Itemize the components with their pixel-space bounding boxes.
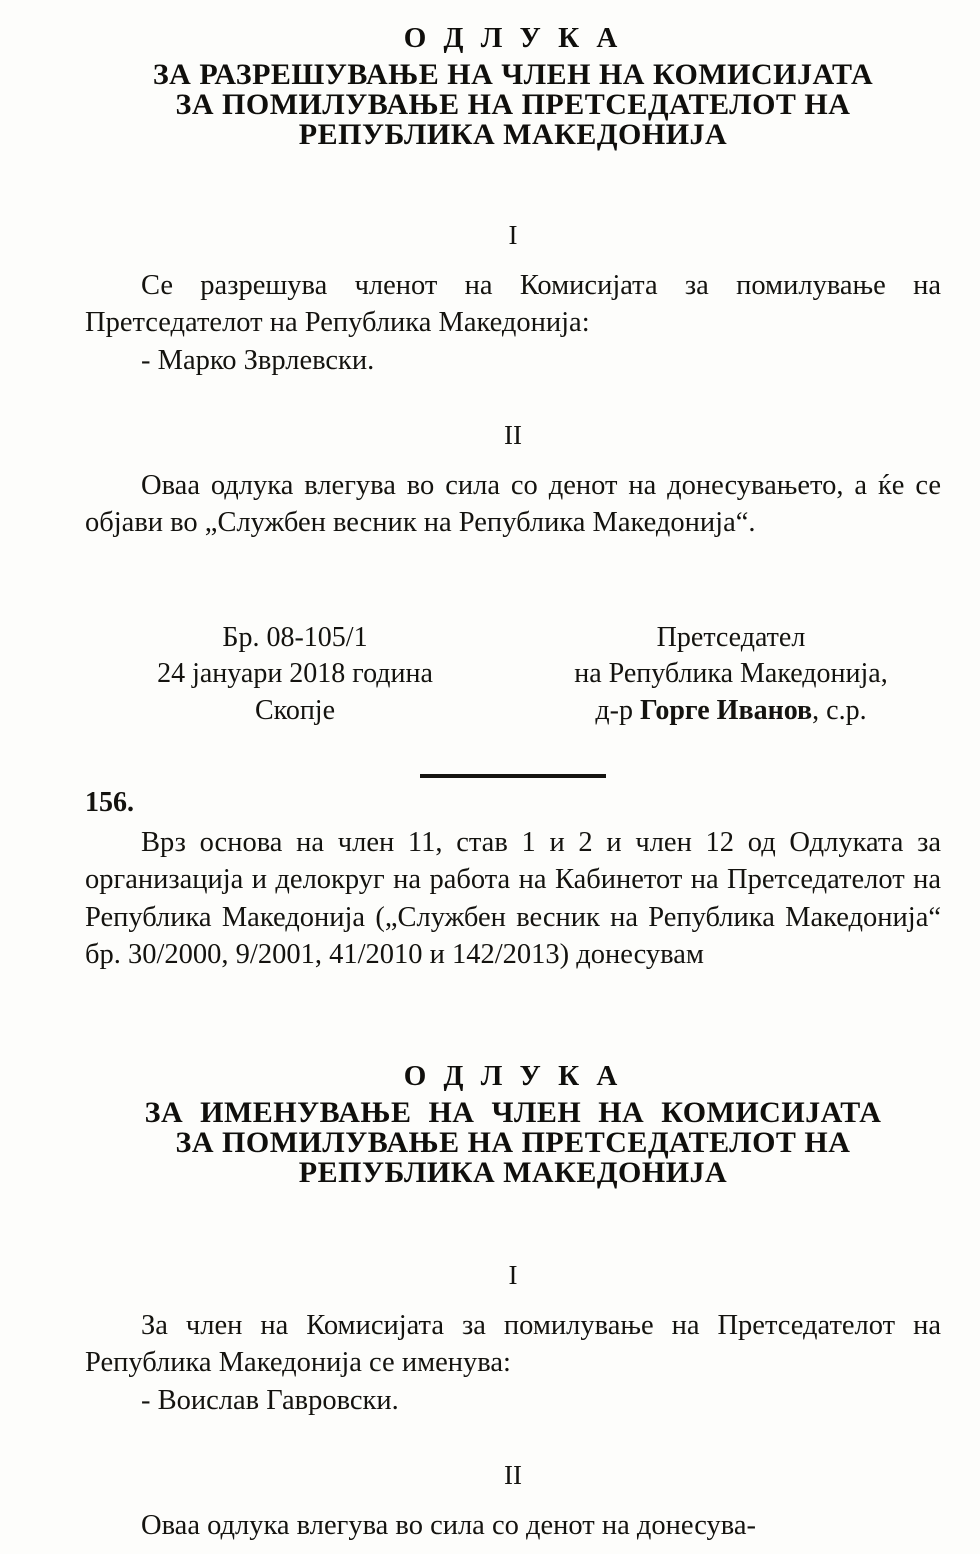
signer-country: на Република Македонија, [574, 658, 888, 690]
signature-left-column [85, 620, 505, 729]
decree-1-title [85, 24, 941, 150]
decree-2-title-line-1: ЗА ИМЕНУВАЊЕ НА ЧЛЕН НА КОМИСИЈАТА [144, 1096, 882, 1129]
decree-1-title-kicker: О Д Л У К А [403, 22, 623, 54]
decree-2-preamble: Врз основа на член 11, став 1 и 2 и член 12 од Одлуката за организација и делокруг на работа на Кабинетот на Претседателот на Република Македонија („Службен весник на Република Македонија“ бр. 30/2000, 9/2001, 41/2010 и 142/2013) донесувам [85, 827, 941, 970]
horizontal-rule-icon [420, 774, 606, 778]
decree-2-title-line-3: РЕПУБЛИКА МАКЕДОНИЈА [298, 1156, 728, 1189]
decree-2-preamble-block [85, 824, 941, 973]
decree-2-section-1-numeral: I [508, 1260, 518, 1290]
decree-1-title-line-2: ЗА ПОМИЛУВАЊЕ НА ПРЕТСЕДАТЕЛОТ НА [175, 88, 851, 121]
decree-1-section-2 [85, 422, 941, 542]
signer-role: Претседател [656, 622, 806, 653]
decree-1-section-2-numeral: II [504, 420, 522, 450]
decree-2-section-2-numeral: II [504, 1460, 522, 1490]
decree-number: Бр. 08-105/1 [222, 622, 368, 653]
signer-name: Горге Иванов [639, 694, 813, 726]
decree-1-section-1-numeral: I [508, 220, 518, 250]
decree-2-title-line-2: ЗА ПОМИЛУВАЊЕ НА ПРЕТСЕДАТЕЛОТ НА [175, 1126, 851, 1159]
decree-2-title-kicker: О Д Л У К А [403, 1060, 623, 1092]
decree-2-item-number-block [85, 788, 941, 819]
decree-2-section-2-body: Оваа одлука влегува во сила со денот на донесува- [141, 1510, 756, 1541]
decree-2-title-block [85, 1062, 941, 1188]
section-separator [85, 765, 941, 783]
decree-2-title [85, 1062, 941, 1188]
signer-name-line [521, 693, 941, 729]
decree-2-section-1-list-item: - Воислав Гавровски. [141, 1384, 399, 1416]
decree-2-section-2 [85, 1462, 941, 1544]
decree-date: 24 јануари 2018 година [157, 658, 433, 690]
decree-1-section-1-body: Се разрешува членот на Комисијата за помилување на Претседателот на Република Македонија: [85, 270, 941, 339]
decree-1-title-line-1: ЗА РАЗРЕШУВАЊЕ НА ЧЛЕН НА КОМИСИЈАТА [152, 58, 874, 91]
decree-2-section-1 [85, 1262, 941, 1419]
decree-city: Скопје [254, 694, 336, 726]
decree-1-section-1 [85, 222, 941, 379]
decree-2-item-number: 156. [85, 787, 134, 818]
signature-right-column [521, 620, 941, 729]
decree-2-section-1-body: За член на Комисијата за помилување на Претседателот на Република Македонија се именува: [85, 1310, 941, 1379]
signer-title-prefix: д-р [595, 694, 640, 726]
decree-1-title-line-3: РЕПУБЛИКА МАКЕДОНИЈА [298, 118, 728, 151]
decree-1-signature-block [85, 620, 941, 729]
decree-1-section-2-body: Оваа одлука влегува во сила со денот на донесувањето, а ќе се објави во „Службен весник на Република Македонија“. [85, 470, 941, 539]
signer-name-suffix: , с.р. [812, 694, 867, 726]
decree-1-title-block [85, 24, 941, 150]
decree-1-section-1-list-item: - Марко Зврлевски. [141, 344, 375, 376]
